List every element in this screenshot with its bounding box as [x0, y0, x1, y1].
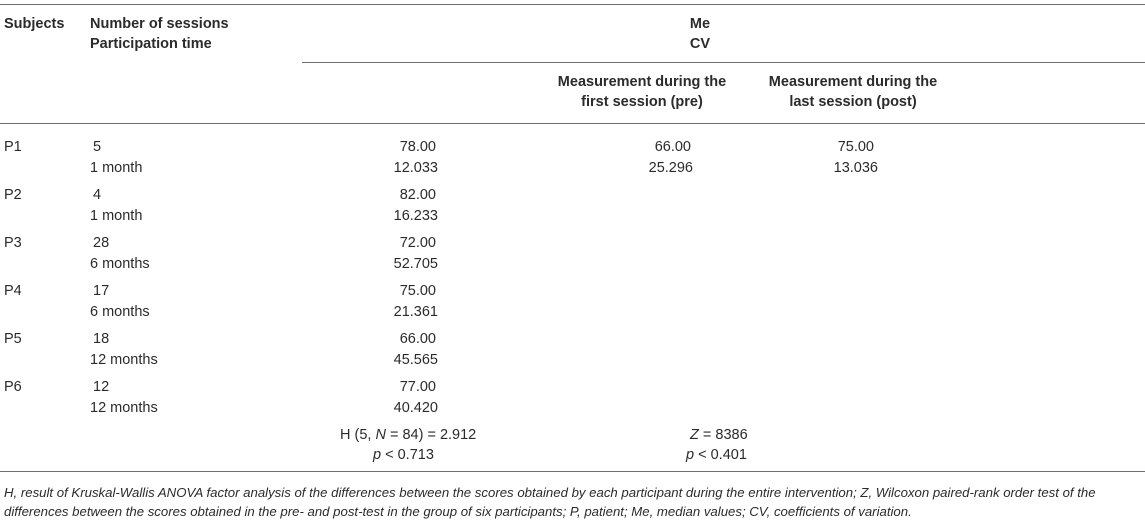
header-post-line2: last session (post): [789, 94, 917, 110]
cv-cell: 21.361: [393, 304, 438, 320]
table-bottom-rule: [0, 471, 1145, 472]
cv-cell: 45.565: [393, 352, 438, 368]
me-cell: 77.00: [399, 379, 436, 395]
subject-cell: P1: [4, 139, 22, 155]
post-cv-cell: 13.036: [833, 160, 878, 176]
sessions-cell: 5: [93, 139, 102, 155]
cv-cell: 12.033: [393, 160, 438, 176]
wilcoxon-z: Z = 8386: [690, 427, 748, 443]
subject-cell: P5: [4, 331, 22, 347]
time-cell: 6 months: [90, 304, 150, 320]
me-cell: 75.00: [399, 283, 436, 299]
pre-cv-cell: 25.296: [648, 160, 693, 176]
header-pre-line2: first session (pre): [581, 94, 703, 110]
header-sessions: Number of sessions: [90, 16, 229, 32]
header-subjects: Subjects: [4, 16, 65, 32]
header-post-line1: Measurement during the: [768, 74, 938, 90]
sessions-cell: 18: [93, 331, 110, 347]
time-cell: 12 months: [90, 400, 158, 416]
kruskal-wallis-h: H (5, N = 84) = 2.912: [340, 427, 477, 443]
sessions-cell: 4: [93, 187, 102, 203]
header-bottom-rule: [0, 123, 1145, 124]
table-footnote: H, result of Kruskal-Wallis ANOVA factor analysis of the differences between the scores obtained by each participant during the entire intervention; Z, Wilcoxon paired-rank order test of the differences between the scores obtained in the pre- and post-test in the group of six participants; P, patient; Me, median values; CV, coefficients of variation.: [4, 485, 1096, 519]
subject-cell: P2: [4, 187, 22, 203]
cv-cell: 52.705: [393, 256, 438, 272]
sessions-cell: 17: [93, 283, 110, 299]
me-cell: 82.00: [399, 187, 436, 203]
sessions-cell: 28: [93, 235, 110, 251]
sessions-cell: 12: [93, 379, 110, 395]
time-cell: 6 months: [90, 256, 150, 272]
me-cell: 72.00: [399, 235, 436, 251]
header-pre-line1: Measurement during the: [557, 74, 727, 90]
wilcoxon-p: p < 0.401: [686, 447, 747, 463]
time-cell: 12 months: [90, 352, 158, 368]
subject-cell: P3: [4, 235, 22, 251]
header-cv: CV: [689, 36, 711, 52]
kruskal-wallis-p: p < 0.713: [373, 447, 434, 463]
cv-cell: 16.233: [393, 208, 438, 224]
me-cell: 78.00: [399, 139, 436, 155]
subject-cell: P4: [4, 283, 22, 299]
me-cv-underline: [302, 62, 1145, 63]
header-participation-time: Participation time: [90, 36, 212, 52]
top-rule: [0, 4, 1145, 5]
header-me: Me: [689, 16, 711, 32]
cv-cell: 40.420: [393, 400, 438, 416]
post-me-cell: 75.00: [837, 139, 874, 155]
pre-me-cell: 66.00: [654, 139, 691, 155]
time-cell: 1 month: [90, 160, 143, 176]
time-cell: 1 month: [90, 208, 143, 224]
me-cell: 66.00: [399, 331, 436, 347]
subject-cell: P6: [4, 379, 22, 395]
